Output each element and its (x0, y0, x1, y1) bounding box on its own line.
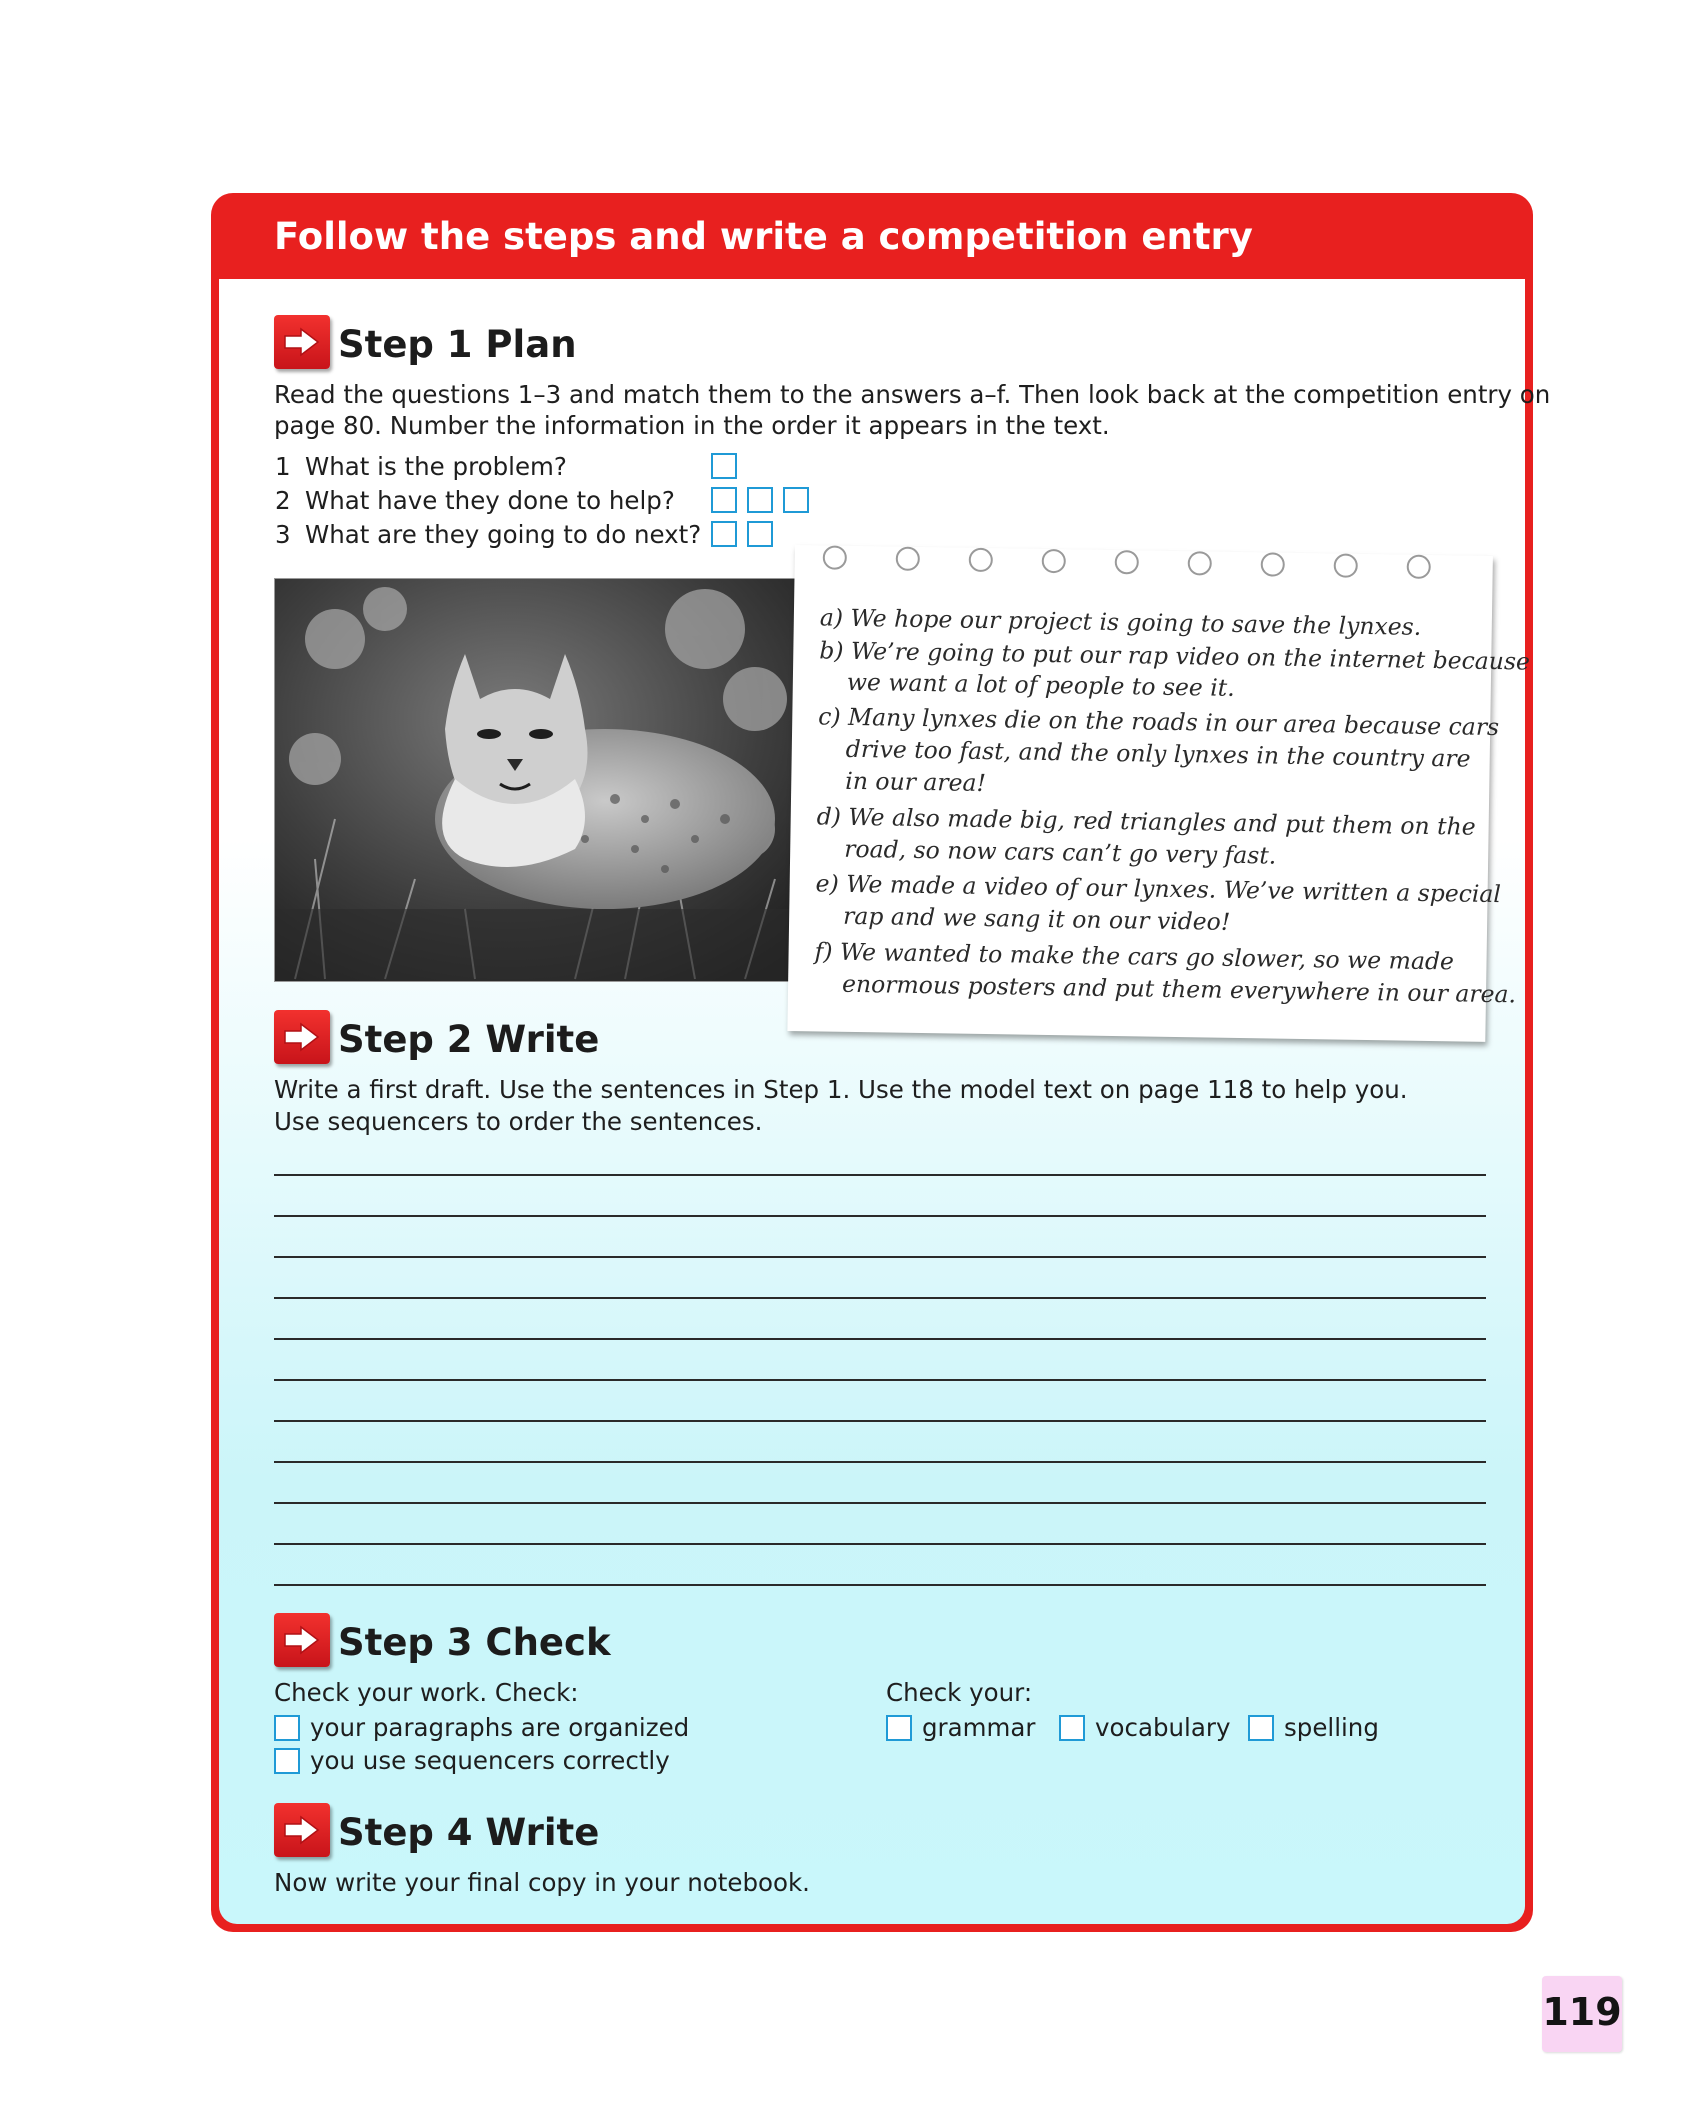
writing-line[interactable] (274, 1256, 1486, 1258)
answer-c-cont-1: drive too fast, and the only lynxes in the country are (845, 734, 1471, 773)
check-your-label: Check your: (886, 1678, 1033, 1707)
step2-title: Step 2 Write (338, 1018, 600, 1061)
writing-line[interactable] (274, 1502, 1486, 1504)
answer-box-q2-1[interactable] (711, 487, 737, 513)
answers-note (787, 545, 1531, 1042)
answer-c-cont-2: in our area! (845, 766, 987, 798)
check-item-sequencers: you use sequencers correctly (310, 1746, 670, 1775)
checkbox-paragraphs-organized[interactable] (274, 1715, 300, 1741)
question-number: 3 (275, 520, 291, 549)
answer-f: f) We wanted to make the cars go slower, so we made (814, 937, 1455, 976)
check-item-grammar: grammar (922, 1713, 1036, 1742)
writing-line[interactable] (274, 1543, 1486, 1545)
lynx-photo (274, 578, 798, 982)
checkbox-spelling[interactable] (1248, 1715, 1274, 1741)
step4-instruction: Now write your final copy in your notebook. (274, 1868, 810, 1897)
answer-e-cont: rap and we sang it on our video! (842, 901, 1231, 936)
arrow-right-icon (274, 1010, 330, 1064)
question-1 (275, 451, 567, 483)
answer-d: d) We also made big, red triangles and put them on the (816, 802, 1476, 841)
writing-line[interactable] (274, 1338, 1486, 1340)
answer-b-cont: we want a lot of people to see it. (846, 667, 1235, 702)
page-number-badge (1542, 1976, 1622, 2052)
step2-instruction-line-2: Use sequencers to order the sentences. (274, 1107, 763, 1136)
writing-line[interactable] (274, 1297, 1486, 1299)
checkbox-sequencers[interactable] (274, 1748, 300, 1774)
step1-instruction-line-2: page 80. Number the information in the order it appears in the text. (274, 411, 1110, 440)
question-text: What have they done to help? (305, 486, 675, 515)
writing-line[interactable] (274, 1420, 1486, 1422)
writing-line[interactable] (274, 1379, 1486, 1381)
answer-box-q2-2[interactable] (747, 487, 773, 513)
answer-f-cont: enormous posters and put them everywhere in our area. (841, 969, 1517, 1009)
answer-d-cont: road, so now cars can’t go very fast. (844, 834, 1277, 870)
arrow-right-icon (274, 315, 330, 369)
writing-line[interactable] (274, 1584, 1486, 1586)
answer-c: c) Many lynxes die on the roads in our area because cars (818, 702, 1500, 742)
answer-box-q3-1[interactable] (711, 521, 737, 547)
checkbox-vocabulary[interactable] (1059, 1715, 1085, 1741)
question-text: What are they going to do next? (305, 520, 702, 549)
check-work-label: Check your work. Check: (274, 1678, 579, 1707)
step4-title: Step 4 Write (338, 1811, 600, 1854)
panel-title: Follow the steps and write a competition entry (274, 215, 1253, 258)
arrow-right-icon (274, 1803, 330, 1857)
step2-instruction-line-1: Write a first draft. Use the sentences in Step 1. Use the model text on page 118 to help you. (274, 1075, 1408, 1104)
question-number: 1 (275, 452, 291, 481)
question-number: 2 (275, 486, 291, 515)
question-2 (275, 485, 675, 517)
writing-line[interactable] (274, 1461, 1486, 1463)
arrow-right-icon (274, 1613, 330, 1667)
question-3 (275, 519, 701, 551)
page-number: 119 (1542, 1990, 1622, 2034)
answer-box-q2-3[interactable] (783, 487, 809, 513)
check-item-paragraphs: your paragraphs are organized (310, 1713, 690, 1742)
answer-box-q1-1[interactable] (711, 453, 737, 479)
writing-line[interactable] (274, 1215, 1486, 1217)
answer-a: a) We hope our project is going to save the lynxes. (819, 603, 1422, 641)
answer-b: b) We’re going to put our rap video on the internet because (819, 636, 1531, 676)
answer-box-q3-2[interactable] (747, 521, 773, 547)
check-item-vocabulary: vocabulary (1095, 1713, 1231, 1742)
step1-title: Step 1 Plan (338, 323, 577, 366)
checkbox-grammar[interactable] (886, 1715, 912, 1741)
check-item-spelling: spelling (1284, 1713, 1379, 1742)
question-text: What is the problem? (305, 452, 567, 481)
step3-title: Step 3 Check (338, 1621, 611, 1664)
step1-instruction-line-1: Read the questions 1–3 and match them to the answers a–f. Then look back at the competition entry on (274, 380, 1551, 409)
answer-e: e) We made a video of our lynxes. We’ve written a special (815, 869, 1502, 909)
writing-line[interactable] (274, 1174, 1486, 1176)
